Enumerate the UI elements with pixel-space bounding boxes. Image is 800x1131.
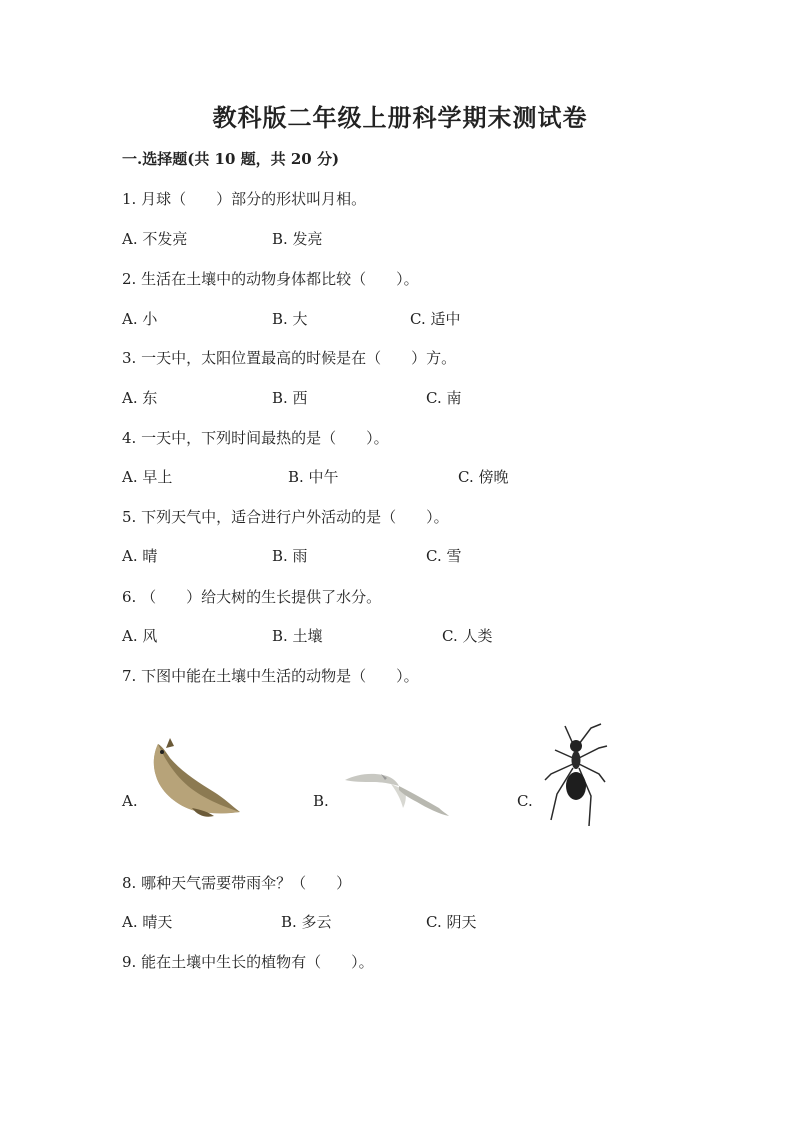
q5-option-c: C. 雪 [426, 547, 462, 565]
q4-option-a: A. 早上 [122, 468, 173, 486]
q8-option-c: C. 阴天 [426, 913, 477, 931]
q2-option-c: C. 适中 [410, 310, 461, 328]
q2-option-a: A. 小 [122, 310, 158, 328]
q2-option-b: B. 大 [272, 310, 308, 328]
section-heading: 一.选择题(共 10 题，共 20 分) [122, 150, 340, 168]
bird-icon [343, 768, 451, 818]
question-2: 2. 生活在土壤中的动物身体都比较（ ）。 [122, 270, 419, 288]
q3-option-c: C. 南 [426, 389, 462, 407]
q8-option-b: B. 多云 [281, 913, 332, 931]
question-1: 1. 月球（ ）部分的形状叫月相。 [122, 190, 367, 208]
q7-option-b: B. [313, 792, 329, 810]
q4-option-b: B. 中午 [288, 468, 339, 486]
ant-icon [543, 722, 611, 830]
question-4: 4. 一天中，下列时间最热的是（ ）。 [122, 429, 389, 447]
question-8: 8. 哪种天气需要带雨伞？（ ） [122, 874, 352, 892]
q7-option-c: C. [517, 792, 533, 810]
q1-option-b: B. 发亮 [272, 230, 323, 248]
q4-option-c: C. 傍晚 [458, 468, 509, 486]
q6-option-c: C. 人类 [442, 627, 493, 645]
q3-option-a: A. 东 [122, 389, 158, 407]
q5-option-a: A. 晴 [122, 547, 158, 565]
fish-icon [148, 738, 244, 820]
q6-option-b: B. 土壤 [272, 627, 323, 645]
question-7: 7. 下图中能在土壤中生活的动物是（ ）。 [122, 667, 419, 685]
q8-option-a: A. 晴天 [122, 913, 173, 931]
question-6: 6. （ ）给大树的生长提供了水分。 [122, 588, 382, 606]
question-5: 5. 下列天气中，适合进行户外活动的是（ ）。 [122, 508, 449, 526]
q7-option-a: A. [122, 792, 138, 810]
q6-option-a: A. 风 [122, 627, 158, 645]
page-title: 教科版二年级上册科学期末测试卷 [212, 103, 588, 132]
q3-option-b: B. 西 [272, 389, 308, 407]
question-3: 3. 一天中，太阳位置最高的时候是在（ ）方。 [122, 349, 457, 367]
q5-option-b: B. 雨 [272, 547, 308, 565]
question-9: 9. 能在土壤中生长的植物有（ ）。 [122, 953, 374, 971]
q1-option-a: A. 不发亮 [122, 230, 188, 248]
